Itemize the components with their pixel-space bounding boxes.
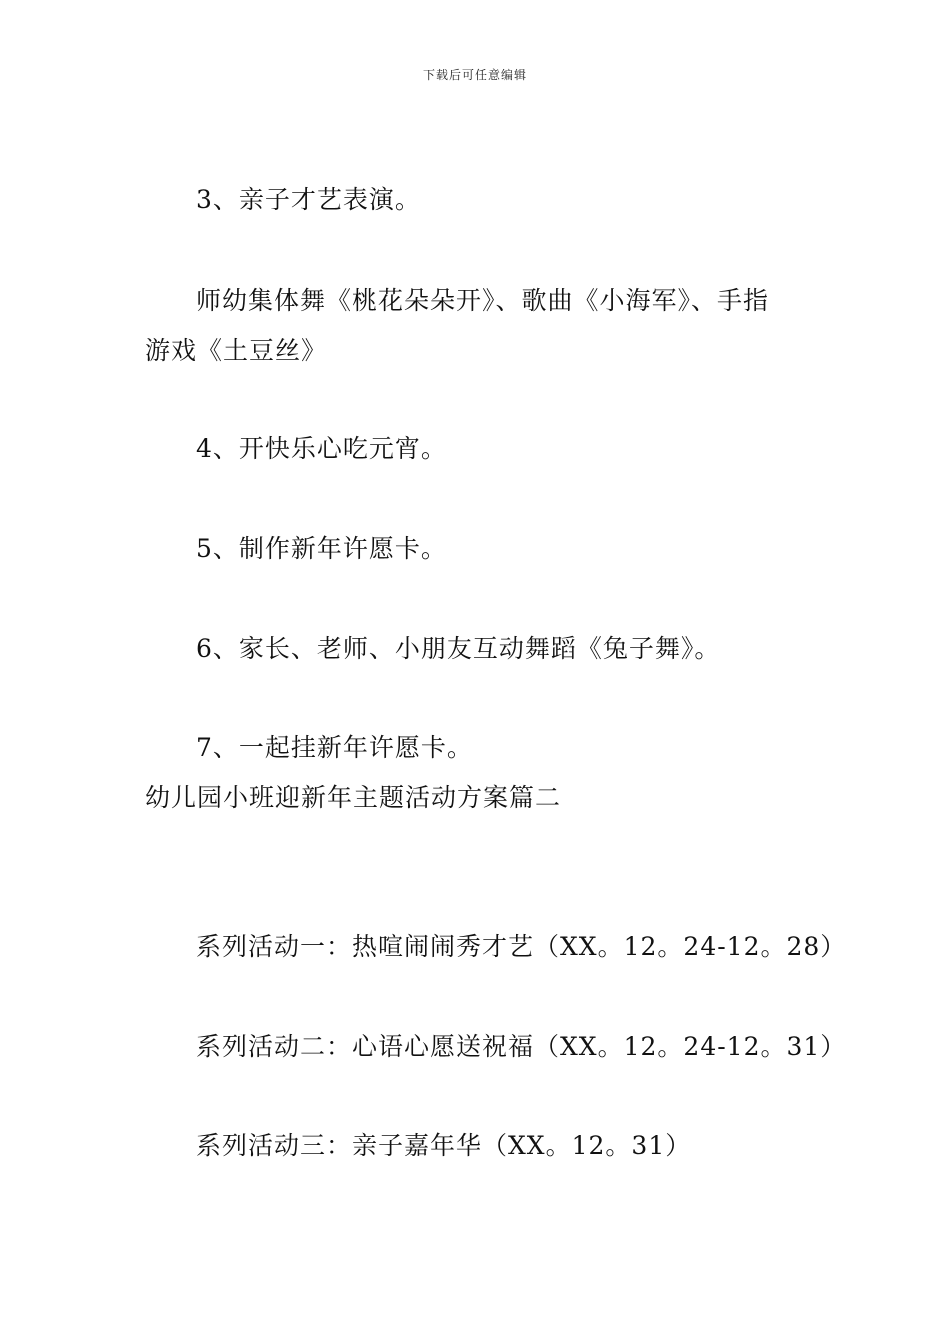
series-activity-1: 系列活动一：热喧闹闹秀才艺（XX。12。24-12。28） [196, 932, 847, 961]
section-title: 幼儿园小班迎新年主题活动方案篇二 [145, 783, 562, 812]
item-3: 3、亲子才艺表演。 [196, 185, 421, 214]
item-6: 6、家长、老师、小朋友互动舞蹈《兔子舞》。 [196, 634, 721, 663]
item-7: 7、一起挂新年许愿卡。 [196, 733, 473, 762]
performance-line-1: 师幼集体舞《桃花朵朵开》、歌曲《小海军》、手指 [196, 286, 770, 315]
item-5: 5、制作新年许愿卡。 [196, 534, 447, 563]
performance-line-2: 游戏《土豆丝》 [145, 336, 328, 365]
page-header: 下载后可任意编辑 [422, 68, 527, 82]
series-activity-3: 系列活动三：亲子嘉年华（XX。12。31） [196, 1131, 692, 1160]
series-activity-2: 系列活动二：心语心愿送祝福（XX。12。24-12。31） [196, 1032, 847, 1061]
item-4: 4、开快乐心吃元宵。 [196, 434, 447, 463]
